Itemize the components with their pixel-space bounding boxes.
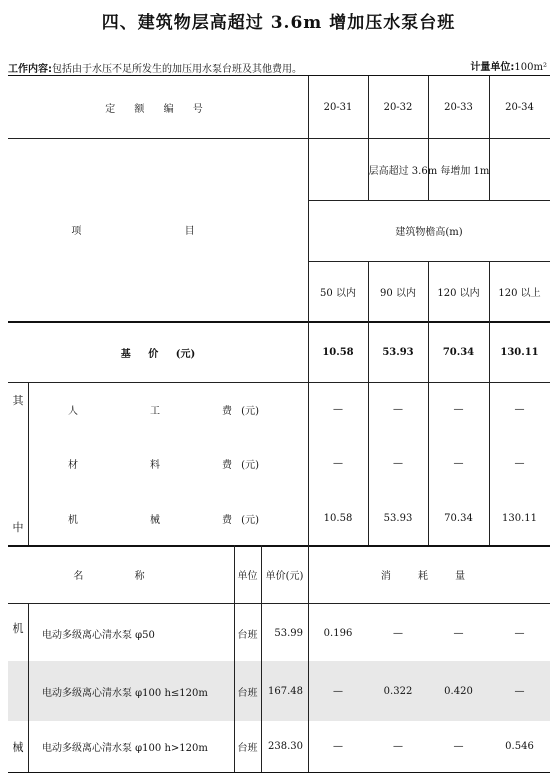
side-label-qi: 其 — [12, 394, 24, 407]
machine-qty: — — [453, 627, 464, 639]
code-cell: 20-31 — [323, 101, 353, 113]
range-cell: 120 以上 — [498, 287, 541, 299]
machine-qty: — — [514, 627, 525, 639]
code-label: 定 额 编 号 — [105, 103, 211, 115]
cost-char: 械 — [150, 514, 160, 526]
machine-name: 电动多级离心清水泵 φ100 h≤120m — [42, 687, 208, 699]
name-header: 名 称 — [73, 571, 169, 582]
machine-qty: 0.420 — [444, 685, 473, 697]
cost-value: — — [514, 403, 525, 415]
machine-qty: 0.196 — [323, 627, 353, 639]
machine-qty: — — [333, 741, 343, 752]
cost-char: 费 (元) — [222, 405, 259, 417]
cost-value: — — [393, 458, 403, 469]
divider — [28, 382, 29, 545]
page-title: 四、建筑物层高超过 3.6m 增加压水泵台班 — [101, 13, 456, 33]
machine-price: 53.99 — [274, 627, 303, 639]
cost-value: — — [333, 403, 343, 415]
cost-char: 料 — [150, 460, 160, 471]
cost-value: — — [453, 403, 464, 415]
machine-name: 电动多级离心清水泵 φ50 — [42, 629, 155, 641]
unit-header: 单位 — [237, 571, 258, 582]
cost-char: 费 (元) — [222, 460, 259, 471]
cost-value: — — [393, 403, 403, 415]
code-cell: 20-32 — [383, 101, 413, 113]
cost-char: 材 — [68, 460, 78, 471]
machine-name: 电动多级离心清水泵 φ100 h>120m — [42, 743, 208, 754]
machine-price: 238.30 — [268, 741, 303, 752]
cost-value: — — [333, 458, 343, 469]
machine-qty: — — [453, 741, 464, 752]
cost-value: — — [453, 458, 464, 469]
group-header-floor: 层高超过 3.6m 每增加 1m — [368, 165, 490, 177]
cost-value: 70.34 — [444, 512, 473, 524]
machine-qty: 0.546 — [505, 741, 534, 752]
machine-qty: — — [393, 627, 403, 639]
side-label-zhong: 中 — [12, 521, 24, 534]
machine-qty: — — [514, 685, 525, 697]
range-cell: 120 以内 — [437, 287, 480, 299]
quota-table — [8, 75, 550, 773]
side-label-xie: 械 — [12, 741, 24, 754]
base-price-value: 53.93 — [382, 346, 414, 358]
cost-char: 人 — [68, 405, 78, 417]
machine-qty: — — [333, 685, 343, 697]
price-header: 单价(元) — [265, 571, 304, 582]
cost-char: 费 (元) — [222, 514, 259, 526]
side-label-ji: 机 — [12, 622, 24, 635]
machine-unit: 台班 — [237, 687, 258, 699]
item-label: 项 目 — [71, 226, 245, 237]
machine-unit: 台班 — [237, 743, 258, 754]
code-cell: 20-34 — [505, 101, 534, 113]
consumption-header: 消 耗 量 — [380, 571, 478, 582]
cost-char: 工 — [150, 405, 160, 417]
range-cell: 50 以内 — [320, 287, 356, 299]
range-cell: 90 以内 — [380, 287, 416, 299]
base-price-value: 130.11 — [500, 346, 539, 358]
work-content-label: 工作内容: — [8, 64, 52, 75]
base-price-value: 10.58 — [322, 346, 354, 358]
cost-value: 10.58 — [323, 512, 353, 524]
cost-value: 53.93 — [383, 512, 413, 524]
group-header-eave: 建筑物檐高(m) — [395, 227, 463, 238]
machine-unit: 台班 — [237, 629, 258, 641]
machine-qty: 0.322 — [383, 685, 413, 697]
work-content-text: 包括由于水压不足所发生的加压用水泵台班及其他费用。 — [52, 64, 302, 75]
measure-unit-label: 计量单位: — [470, 62, 515, 73]
base-price-value: 70.34 — [442, 346, 475, 358]
measure-unit — [470, 58, 547, 73]
divider — [28, 603, 29, 772]
cost-value: 130.11 — [502, 512, 537, 524]
code-cell: 20-33 — [444, 101, 473, 113]
cost-char: 机 — [68, 514, 78, 526]
base-price-label: 基 价 (元) — [120, 348, 196, 360]
machine-qty: — — [393, 741, 403, 752]
cost-value: — — [514, 458, 525, 469]
work-content — [8, 60, 302, 75]
machine-price: 167.48 — [268, 685, 303, 697]
measure-unit-value: 100m² — [514, 62, 547, 73]
